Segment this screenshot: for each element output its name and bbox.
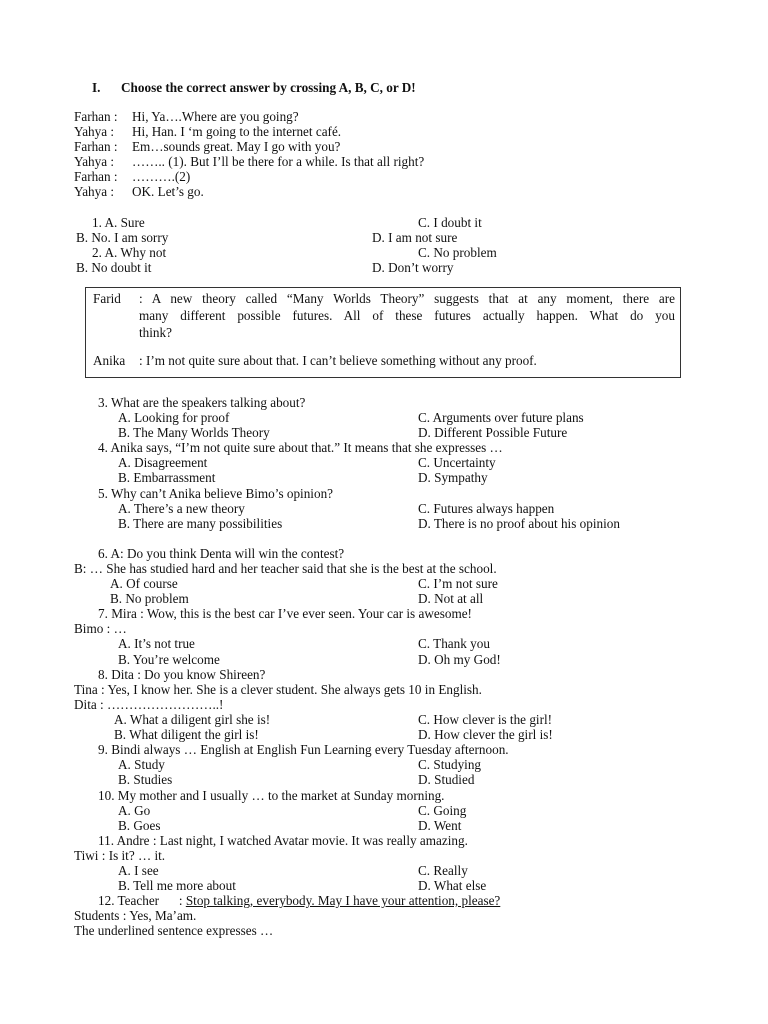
q11-option-a[interactable]: A. I see [118, 863, 159, 878]
q8-option-a[interactable]: A. What a diligent girl she is! [114, 712, 271, 727]
q5-option-a[interactable]: A. There’s a new theory [118, 501, 245, 516]
q3-option-b[interactable]: B. The Many Worlds Theory [118, 425, 270, 440]
q11-option-c[interactable]: C. Really [418, 863, 468, 878]
q9-option-d[interactable]: D. Studied [418, 772, 475, 787]
q7-option-d[interactable]: D. Oh my God! [418, 652, 501, 667]
q6-option-b[interactable]: B. No problem [110, 591, 189, 606]
q5-option-d[interactable]: D. There is no proof about his opinion [418, 516, 620, 531]
q1-option-a[interactable]: 1. A. Sure [92, 215, 145, 230]
q10-option-c[interactable]: C. Going [418, 803, 467, 818]
q7-option-a[interactable]: A. It’s not true [118, 636, 195, 651]
q12-underlined-sentence: Stop talking, everybody. May I have your attention, please? [185, 893, 501, 908]
q11-option-d[interactable]: D. What else [418, 878, 487, 893]
q7-reply: Bimo : … [74, 621, 127, 636]
q6-option-a[interactable]: A. Of course [110, 576, 178, 591]
q2-option-c[interactable]: C. No problem [418, 245, 497, 260]
q4-option-c[interactable]: C. Uncertainty [418, 455, 496, 470]
q5-stem: 5. Why can’t Anika believe Bimo’s opinion? [98, 486, 334, 501]
q6-stem: 6. A: Do you think Denta will win the contest? [98, 546, 345, 561]
farid-line-1: : A new theory called “Many Worlds Theory” suggests that at any moment, there are [139, 291, 675, 306]
q9-option-c[interactable]: C. Studying [418, 757, 482, 772]
q2-option-a[interactable]: 2. A. Why not [92, 245, 167, 260]
q10-option-b[interactable]: B. Goes [118, 818, 161, 833]
dialog-line: Farhan : ……….(2) [74, 169, 191, 184]
q9-option-b[interactable]: B. Studies [118, 772, 173, 787]
section-instruction: Choose the correct answer by crossing A, B, C, or D! [121, 80, 416, 95]
farid-line-3: think? [139, 325, 172, 340]
q8-option-b[interactable]: B. What diligent the girl is! [114, 727, 259, 742]
dialog-line: Farhan : Hi, Ya….Where are you going? [74, 109, 299, 124]
q4-option-d[interactable]: D. Sympathy [418, 470, 488, 485]
q2-option-d[interactable]: D. Don’t worry [372, 260, 454, 275]
q11-reply: Tiwi : Is it? … it. [74, 848, 166, 863]
section-number: I. [92, 80, 101, 95]
farid-line-2: many different possible futures. All of these futures actually happen. What do you [139, 308, 675, 323]
q4-option-b[interactable]: B. Embarrassment [118, 470, 216, 485]
q7-option-b[interactable]: B. You’re welcome [118, 652, 220, 667]
q2-option-b[interactable]: B. No doubt it [76, 260, 152, 275]
speaker-farid: Farid [93, 291, 121, 306]
q10-option-a[interactable]: A. Go [118, 803, 151, 818]
q3-option-c[interactable]: C. Arguments over future plans [418, 410, 584, 425]
q6-option-d[interactable]: D. Not at all [418, 591, 484, 606]
speaker-anika: Anika [93, 353, 126, 368]
q10-option-d[interactable]: D. Went [418, 818, 462, 833]
q9-option-a[interactable]: A. Study [118, 757, 165, 772]
dialog-line: Yahya : OK. Let’s go. [74, 184, 204, 199]
q5-option-c[interactable]: C. Futures always happen [418, 501, 555, 516]
q8-tina: Tina : Yes, I know her. She is a clever student. She always gets 10 in English. [74, 682, 482, 697]
q4-option-a[interactable]: A. Disagreement [118, 455, 208, 470]
dialog-line: Yahya : …….. (1). But I’ll be there for a while. Is that all right? [74, 154, 425, 169]
q12-reply: Students : Yes, Ma’am. [74, 908, 197, 923]
q10-stem: 10. My mother and I usually … to the market at Sunday morning. [98, 788, 445, 803]
anika-line: : I’m not quite sure about that. I can’t believe something without any proof. [139, 353, 537, 368]
q7-stem: 7. Mira : Wow, this is the best car I’ve ever seen. Your car is awesome! [98, 606, 472, 621]
q3-option-a[interactable]: A. Looking for proof [118, 410, 230, 425]
q3-option-d[interactable]: D. Different Possible Future [418, 425, 568, 440]
q8-dita: Dita : ……………………..! [74, 697, 224, 712]
q5-option-b[interactable]: B. There are many possibilities [118, 516, 283, 531]
q11-option-b[interactable]: B. Tell me more about [118, 878, 236, 893]
q7-option-c[interactable]: C. Thank you [418, 636, 490, 651]
q12-stem: 12. Teacher : Stop talking, everybody. May I have your attention, please? [98, 893, 501, 908]
q8-stem: 8. Dita : Do you know Shireen? [98, 667, 266, 682]
q9-stem: 9. Bindi always … English at English Fun Learning every Tuesday afternoon. [98, 742, 509, 757]
q6-option-c[interactable]: C. I’m not sure [418, 576, 498, 591]
q8-option-d[interactable]: D. How clever the girl is! [418, 727, 553, 742]
q1-option-b[interactable]: B. No. I am sorry [76, 230, 169, 245]
q4-stem: 4. Anika says, “I’m not quite sure about that.” It means that she expresses … [98, 440, 503, 455]
q1-option-c[interactable]: C. I doubt it [418, 215, 482, 230]
q3-stem: 3. What are the speakers talking about? [98, 395, 306, 410]
q12-question: The underlined sentence expresses … [74, 923, 274, 938]
q6-b-line: B: … She has studied hard and her teacher said that she is the best at the school. [74, 561, 497, 576]
q1-option-d[interactable]: D. I am not sure [372, 230, 458, 245]
dialog-line: Yahya : Hi, Han. I ‘m going to the internet café. [74, 124, 342, 139]
section-heading [92, 80, 416, 95]
q11-stem: 11. Andre : Last night, I watched Avatar movie. It was really amazing. [98, 833, 468, 848]
dialog-line: Farhan : Em…sounds great. May I go with you? [74, 139, 341, 154]
q8-option-c[interactable]: C. How clever is the girl! [418, 712, 553, 727]
